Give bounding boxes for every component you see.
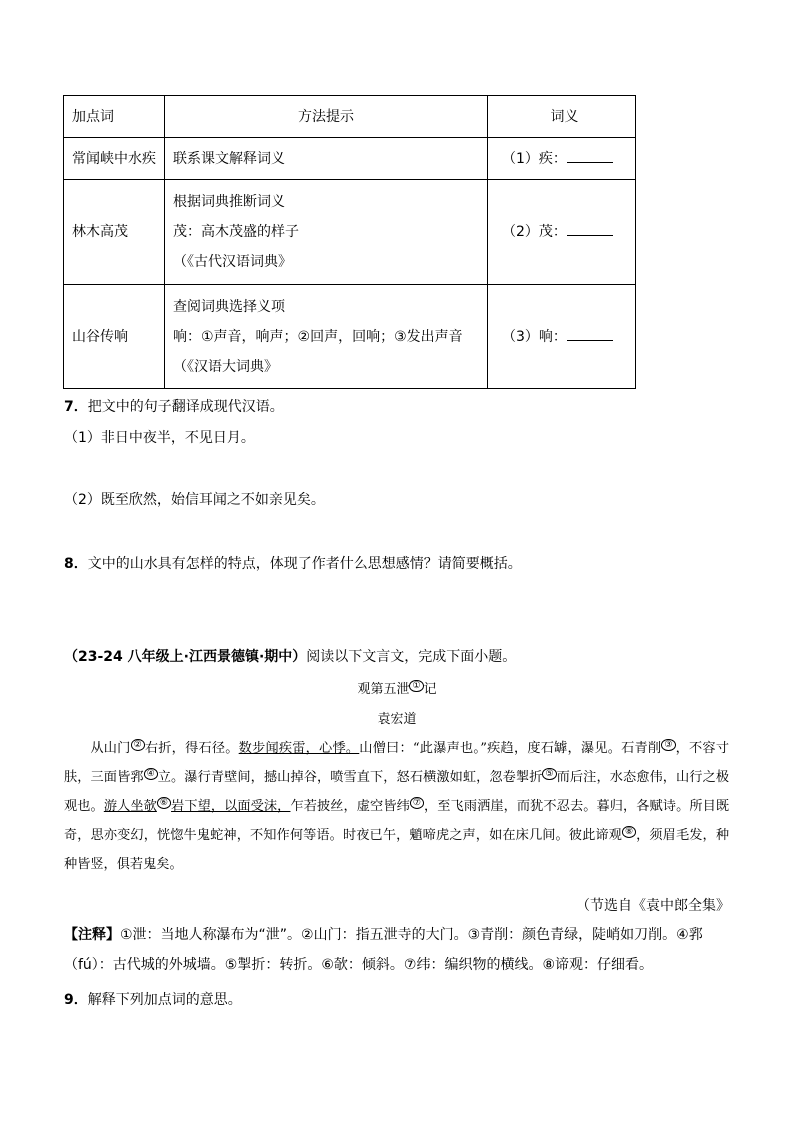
underlined-sentence: 游人坐欹 bbox=[103, 799, 157, 814]
table-header-meaning: 词义 bbox=[488, 96, 636, 138]
passage-text: ，须眉毛发，种种皆竖，俱若鬼矣。 bbox=[64, 828, 730, 872]
note-ref: ① bbox=[409, 680, 423, 692]
table-cell-word: 林木高茂 bbox=[64, 180, 165, 285]
passage-text: ，至飞雨洒崖，而犹不忍去。暮归，各赋诗。所目既奇，思亦变幻，恍惚牛鬼蛇神，不知作何等语。时夜已午，魈啼虎之声，如在床几间。彼此谛观 bbox=[64, 799, 730, 843]
underlined-sentence: 岩下望，以面受沫， bbox=[171, 799, 291, 814]
passage-text: 从山门 bbox=[90, 741, 131, 756]
q7-sentence-1: （1）非日中夜半，不见日月。 bbox=[64, 430, 255, 446]
notes-label: 【注释】 bbox=[64, 927, 120, 943]
table-cell-meaning bbox=[488, 138, 636, 180]
underlined-sentence: 数步闻疾雷，心悸。 bbox=[238, 741, 360, 756]
table-cell-method bbox=[165, 285, 488, 389]
notes-text: ①泄：当地人称瀑布为“泄”。②山门：指五泄寺的大门。③青削：颜色青绿，陡峭如刀削。④郛（fú）：古代城的外城墙。⑤掣折：转折。⑥欹：倾斜。⑦纬：编织物的横线。⑧谛观：仔细看。 bbox=[64, 927, 703, 973]
method-line: 查阅词典选择义项 bbox=[173, 298, 285, 315]
table-row bbox=[64, 138, 636, 180]
answer-blank[interactable] bbox=[567, 147, 613, 163]
passage-title bbox=[0, 678, 794, 697]
method-line: 联系课文解释词义 bbox=[173, 150, 285, 167]
method-line: 茂：高木茂盛的样子 bbox=[173, 224, 299, 240]
annotations bbox=[64, 920, 730, 980]
method-line: （《汉语大词典》 bbox=[173, 358, 278, 375]
table-cell-word: 常闻峡中水疾 bbox=[64, 138, 165, 180]
q7-sentence-2: （2）既至欣然，始信耳闻之不如亲见矣。 bbox=[64, 492, 325, 508]
passage-body bbox=[64, 734, 729, 879]
note-ref: ④ bbox=[144, 768, 158, 780]
question-number: 9． bbox=[64, 992, 88, 1008]
question-text: 解释下列加点词的意思。 bbox=[87, 992, 242, 1008]
intro-text: 阅读以下文言文，完成下面小题。 bbox=[306, 649, 517, 665]
method-line: 根据词典推断词义 bbox=[173, 194, 285, 210]
passage-source: （节选自《袁中郎全集》 bbox=[576, 898, 730, 914]
passage-intro bbox=[64, 646, 516, 666]
answer-blank[interactable] bbox=[567, 325, 613, 341]
table-cell-word: 山谷传响 bbox=[64, 285, 165, 389]
table-header-method: 方法提示 bbox=[165, 96, 488, 138]
table-row bbox=[64, 285, 636, 389]
method-line: 响：①声音，响声；②回声，回响；③发出声音 bbox=[173, 328, 463, 345]
question-7 bbox=[64, 396, 284, 416]
note-ref: ③ bbox=[661, 739, 675, 751]
question-9 bbox=[64, 989, 242, 1009]
table-cell-meaning bbox=[488, 180, 636, 285]
note-ref: ⑥ bbox=[157, 797, 171, 809]
passage-text: 而后注，水态愈伟，山行之极观也。 bbox=[64, 770, 730, 814]
table-cell-method bbox=[165, 138, 488, 180]
meaning-label: （3）响： bbox=[502, 328, 567, 345]
note-ref: ⑧ bbox=[622, 826, 636, 838]
passage-text: 山僧曰：“此瀑声也。”疾趋，度石罅，瀑见。石青削 bbox=[359, 741, 662, 756]
table-cell-meaning bbox=[488, 285, 636, 389]
meaning-label: （2）茂： bbox=[502, 224, 567, 240]
passage-author: 袁宏道 bbox=[377, 712, 417, 727]
intro-source: （23-24 八年级上·江西景德镇·期中） bbox=[64, 649, 307, 665]
question-text: 把文中的句子翻译成现代汉语。 bbox=[87, 399, 284, 415]
passage-text: 右折，得石径。 bbox=[144, 741, 239, 756]
answer-blank[interactable] bbox=[567, 220, 613, 236]
passage-text: 立。瀑行青壁间，撼山掉谷，喷雪直下，怒石横激如虹，忽卷掣折 bbox=[157, 770, 543, 785]
title-text: 记 bbox=[423, 682, 437, 697]
table-cell-method bbox=[165, 180, 488, 285]
method-line: （《古代汉语词典》 bbox=[173, 254, 292, 270]
vocab-table bbox=[63, 95, 636, 389]
table-header-word: 加点词 bbox=[64, 96, 165, 138]
question-number: 8． bbox=[64, 556, 88, 572]
passage-text: ，不容寸肤，三面皆郛 bbox=[64, 741, 730, 785]
table-row bbox=[64, 180, 636, 285]
question-text: 文中的山水具有怎样的特点，体现了作者什么思想感情？请简要概括。 bbox=[87, 556, 522, 572]
note-ref: ⑤ bbox=[542, 768, 556, 780]
passage-text: 乍若披丝，虚空皆纬 bbox=[290, 799, 410, 814]
question-number: 7． bbox=[64, 399, 88, 415]
note-ref: ② bbox=[131, 739, 145, 751]
question-8 bbox=[64, 553, 522, 573]
meaning-label: （1）疾： bbox=[502, 150, 567, 167]
note-ref: ⑦ bbox=[410, 797, 424, 809]
title-text: 观第五泄 bbox=[357, 682, 410, 697]
